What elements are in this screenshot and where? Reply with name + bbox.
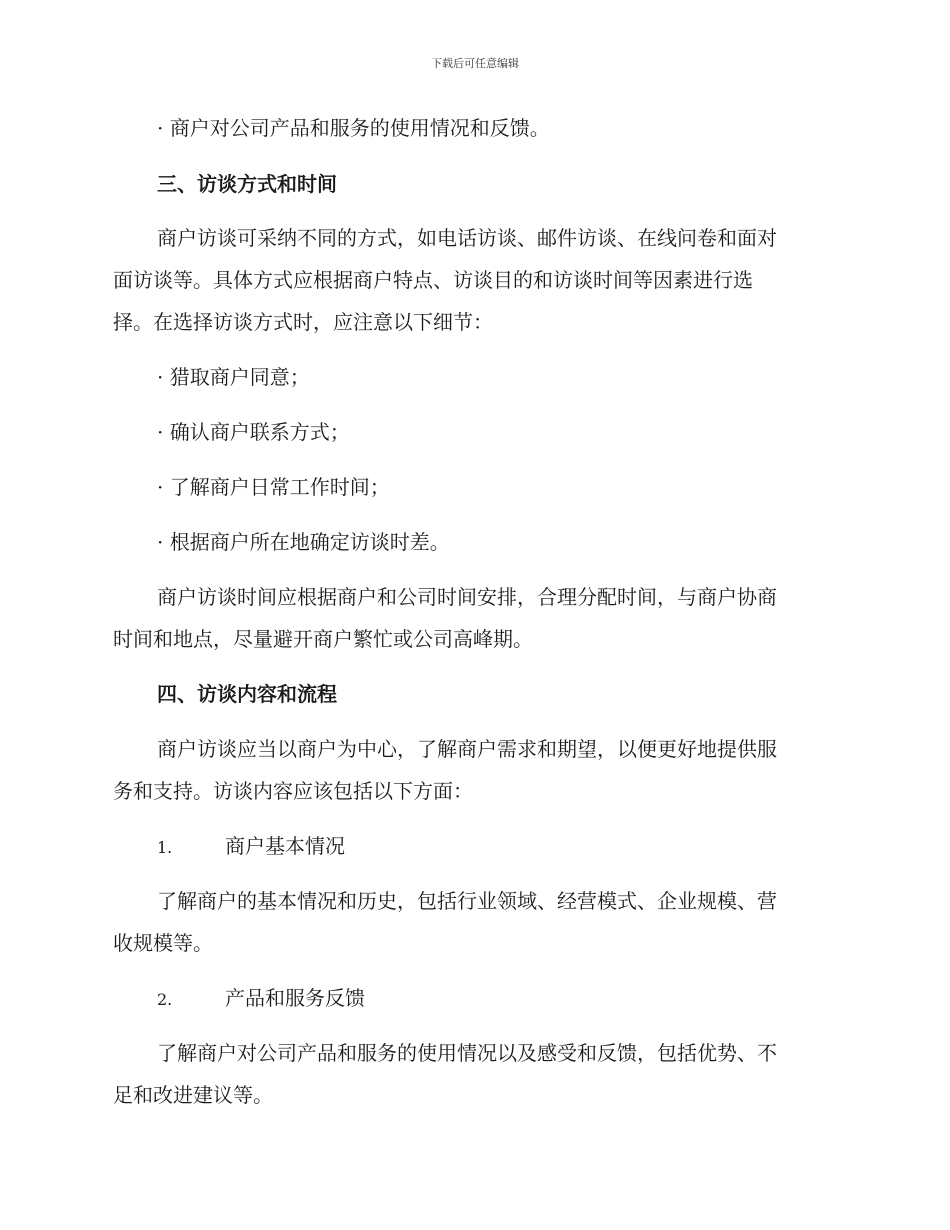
bullet-worktime: · 了解商户日常工作时间； [157,475,390,499]
item-title: 产品和服务反馈 [225,986,365,1010]
paragraph-basic-line-2: 收规模等。 [113,931,213,955]
paragraph-methods-line-2: 面访谈等。具体方式应根据商户特点、访谈目的和访谈时间等因素进行选 [113,268,753,292]
item-number: 1. [157,838,173,857]
section-heading-4: 四、访谈内容和流程 [157,682,337,706]
paragraph-time-line-2: 时间和地点，尽量避开商户繁忙或公司高峰期。 [113,627,533,651]
bullet-feedback: · 商户对公司产品和服务的使用情况和反馈。 [157,116,550,140]
paragraph-methods-line-1: 商户访谈可采纳不同的方式，如电话访谈、邮件访谈、在线问卷和面对 [157,226,777,250]
item-number: 2. [157,990,173,1009]
bullet-consent: · 猎取商户同意； [157,365,310,389]
numbered-item-2 [157,986,365,1012]
paragraph-feedback-line-1: 了解商户对公司产品和服务的使用情况以及感受和反馈，包括优势、不 [157,1041,777,1065]
paragraph-feedback-line-2: 足和改进建议等。 [113,1083,273,1107]
section-heading-3: 三、访谈方式和时间 [157,172,337,196]
paragraph-content-line-1: 商户访谈应当以商户为中心，了解商户需求和期望，以便更好地提供服 [157,737,777,761]
paragraph-time-line-1: 商户访谈时间应根据商户和公司时间安排，合理分配时间，与商户协商 [157,585,777,609]
paragraph-basic-line-1: 了解商户的基本情况和历史，包括行业领域、经营模式、企业规模、营 [157,889,777,913]
paragraph-methods-line-3: 择。在选择访谈方式时，应注意以下细节： [113,310,493,334]
numbered-item-1 [157,834,345,860]
bullet-contact: · 确认商户联系方式； [157,420,350,444]
bullet-timezone: · 根据商户所在地确定访谈时差。 [157,530,450,554]
paragraph-content-line-2: 务和支持。访谈内容应该包括以下方面： [113,779,473,803]
page-header: 下载后可任意编辑 [431,57,519,70]
item-title: 商户基本情况 [225,834,345,858]
